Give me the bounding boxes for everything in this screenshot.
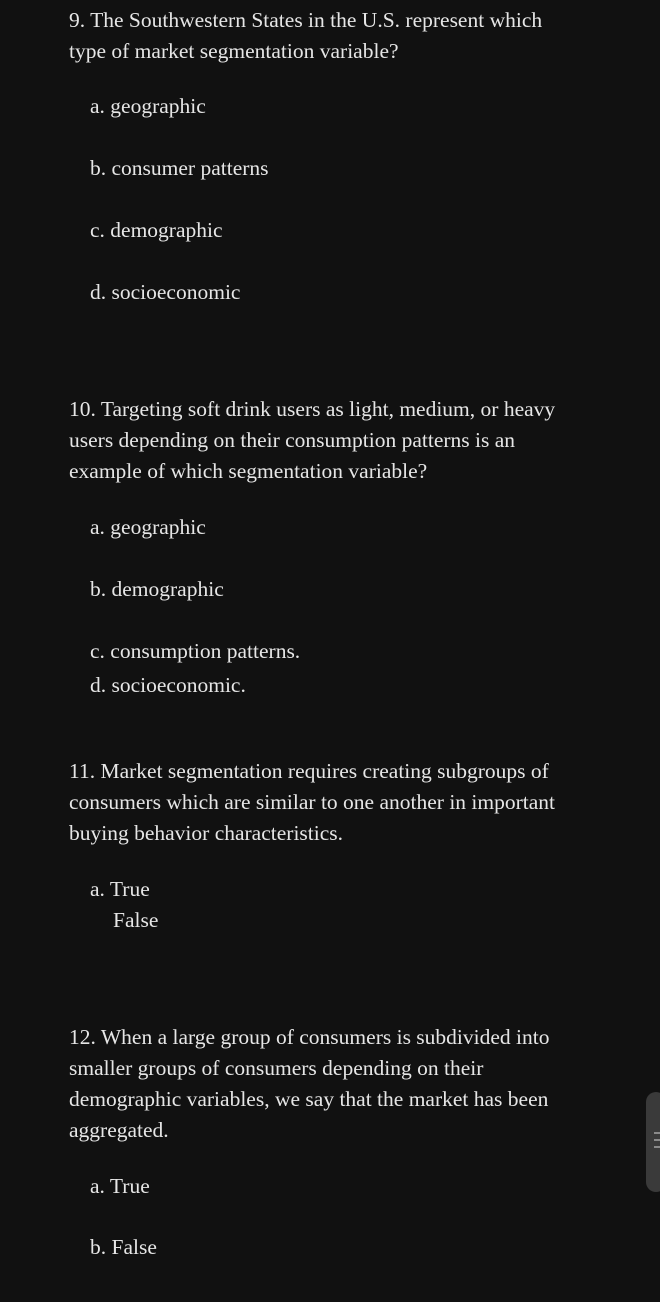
question-text-line: users depending on their consumption patterns is an <box>69 428 516 452</box>
grip-line-icon <box>654 1146 660 1148</box>
answer-option-b[interactable]: b. False <box>90 1235 157 1259</box>
question-text-line: consumers which are similar to one another in important <box>69 790 556 814</box>
answer-option-b[interactable]: b. demographic <box>90 577 224 601</box>
answer-option-a[interactable]: a. True <box>90 1174 150 1198</box>
question-text-line: smaller groups of consumers depending on their <box>69 1056 484 1080</box>
grip-line-icon <box>654 1132 660 1134</box>
answer-option-a[interactable]: a. geographic <box>90 94 206 118</box>
question-text-line: example of which segmentation variable? <box>69 459 428 483</box>
answer-option-d[interactable]: d. socioeconomic. <box>90 673 246 697</box>
answer-option-c[interactable]: c. demographic <box>90 218 223 242</box>
question-text-line: demographic variables, we say that the market has been <box>69 1087 549 1111</box>
scrollbar-handle[interactable] <box>646 1092 660 1192</box>
question-text-line: type of market segmentation variable? <box>69 39 399 63</box>
question-text-line: buying behavior characteristics. <box>69 821 344 845</box>
question-text-line: aggregated. <box>69 1118 169 1142</box>
question-text-line: 11. Market segmentation requires creating subgroups of <box>69 759 549 783</box>
question-text-line: 12. When a large group of consumers is subdivided into <box>69 1025 550 1049</box>
answer-option-c[interactable]: c. consumption patterns. <box>90 639 301 663</box>
answer-option-d[interactable]: d. socioeconomic <box>90 280 241 304</box>
answer-option-b[interactable]: b. consumer patterns <box>90 156 269 180</box>
answer-option-b[interactable]: False <box>113 908 159 932</box>
answer-option-a[interactable]: a. True <box>90 877 150 901</box>
question-text-line: 10. Targeting soft drink users as light, medium, or heavy <box>69 397 556 421</box>
grip-line-icon <box>654 1139 660 1141</box>
question-text-line: 9. The Southwestern States in the U.S. represent which <box>69 8 543 32</box>
answer-option-a[interactable]: a. geographic <box>90 515 206 539</box>
